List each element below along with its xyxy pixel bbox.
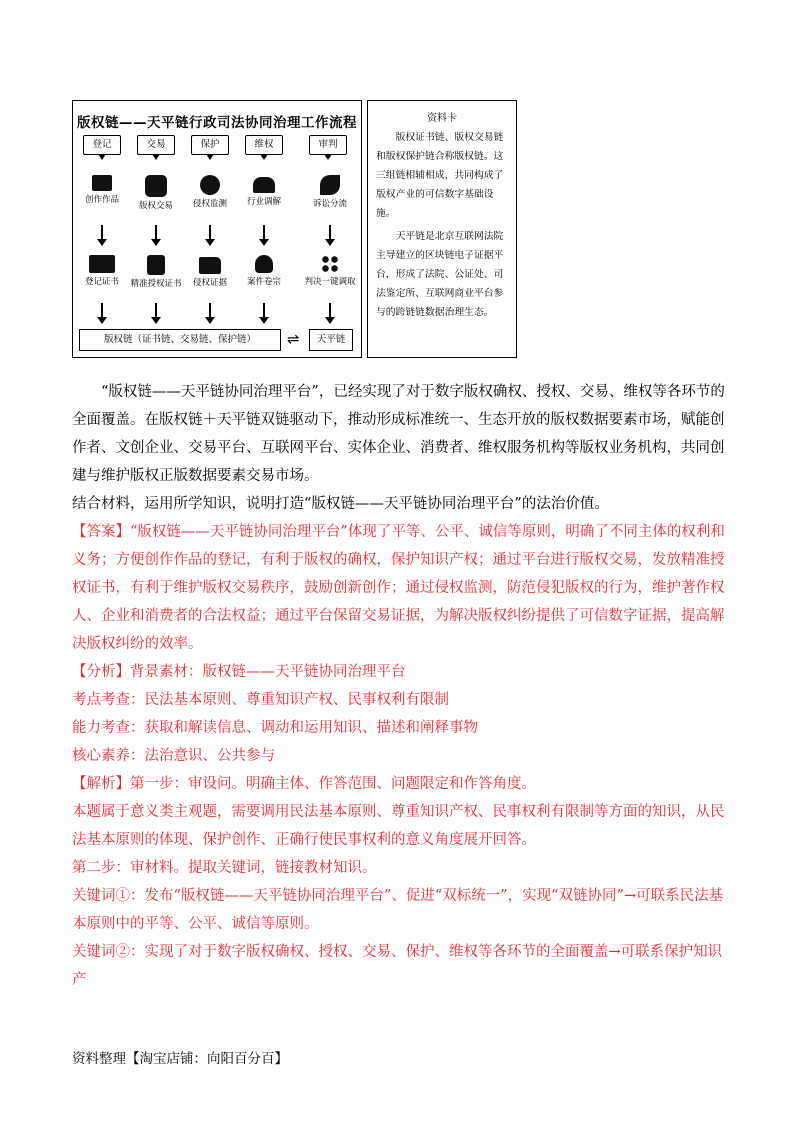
keyword-two: 关键词②：实现了对于数字版权确权、授权、交易、保护、维权等各环节的全面覆盖→可联系保护知识产 bbox=[72, 944, 723, 988]
arrow-down bbox=[209, 225, 211, 241]
row1-col4: 行业调解 bbox=[235, 177, 293, 208]
info-card bbox=[367, 100, 517, 358]
certificate-icon bbox=[147, 255, 165, 275]
arrow-down bbox=[329, 303, 331, 319]
arrow-down bbox=[209, 303, 211, 319]
stage-trade: 交易 bbox=[137, 135, 175, 155]
row1-col2: 版权交易 bbox=[127, 175, 185, 212]
bidirectional-arrow-icon: ⇌ bbox=[287, 330, 300, 348]
core-literacy: 核心素养：法治意识、公共参与 bbox=[72, 748, 275, 764]
row2-col2: 精准授权证书 bbox=[127, 255, 185, 290]
search-icon bbox=[200, 175, 220, 195]
arrow-down bbox=[155, 225, 157, 241]
answer: 【答案】“版权链——天平链协同治理平台”体现了平等、公平、诚信等原则，明确了不同主体的权利和义务；方便创作作品的登记，有利于版权的确权，保护知识产权；通过平台进行版权交易，发放精准授权证书，有利于维护版权交易秩序，鼓励创新创作；通过侵权监测，防范侵犯版权的行为，维护著作权人、企业和消费者的合法权益；通过平台保留交易证据，为解决版权纠纷提供了可信数字证据，提高解决版权纠纷的效率。 bbox=[72, 524, 725, 652]
document-box-icon bbox=[145, 175, 167, 197]
ability-points: 能力考查：获取和解读信息、调动和运用知识、描述和阐释事物 bbox=[72, 720, 478, 736]
folder-icon bbox=[199, 257, 221, 274]
explanation-tag: 【解析】 bbox=[72, 776, 130, 792]
figure-title: 版权链——天平链行政司法协同治理工作流程 bbox=[77, 115, 357, 131]
arrow-down bbox=[155, 303, 157, 319]
dots-icon bbox=[321, 255, 339, 273]
tianping-chain-box: 天平链 bbox=[309, 329, 353, 351]
card-paragraph: 天平链是北京互联网法院主导建立的区块链电子证据平台，形成了法院、公证处、司法鉴定所、互联网商业平台参与的跨链链数据治理生态。 bbox=[376, 231, 504, 318]
arrow-down bbox=[263, 303, 265, 319]
keyword-one: 关键词①：发布“版权链——天平链协同治理平台”、促进“双标统一”，实现“双链协同”→可联系民法基本原则中的平等、公平、诚信等原则。 bbox=[72, 888, 724, 932]
material-text bbox=[72, 378, 728, 994]
step-two: 第二步：审材料。提取关键词，链接教材知识。 bbox=[72, 860, 377, 876]
row1-col1: 创作作品 bbox=[73, 175, 131, 206]
arrow-down bbox=[263, 225, 265, 241]
row2-col1: 登记证书 bbox=[73, 255, 131, 288]
flowchart-figure bbox=[72, 100, 362, 358]
material-paragraph: “版权链——天平链协同治理平台”，已经实现了对于数字版权确权、授权、交易、维权等各环节的全面覆盖。在版权链＋天平链双链驱动下，推动形成标准统一、生态开放的版权数据要素市场，赋能创作者、文创企业、交易平台、互联网平台、实体企业、消费者、维权服务机构等版权业务机构，共同创建与维护版权正版数据要素交易市场。 bbox=[72, 384, 725, 484]
question: 结合材料，运用所学知识，说明打造“版权链——天平链协同治理平台”的法治价值。 bbox=[72, 496, 609, 512]
explanation: 【解析】第一步：审设问。明确主体、作答范围、问题限定和作答角度。 bbox=[72, 776, 536, 792]
stage-defend: 维权 bbox=[245, 135, 283, 155]
explanation-detail: 本题属于意义类主观题，需要调用民法基本原则、尊重知识产权、民事权利有限制等方面的知识，从民法基本原则的体现、保护创作、正确行使民事权利的意义角度展开回答。 bbox=[72, 804, 725, 848]
stage-row bbox=[79, 135, 355, 159]
stage-protect: 保护 bbox=[191, 135, 229, 155]
stage-trial: 审判 bbox=[309, 135, 347, 155]
row1-col3: 侵权监测 bbox=[181, 175, 239, 210]
stage-register: 登记 bbox=[83, 135, 121, 155]
row1-col5: 诉讼分流 bbox=[301, 175, 359, 210]
card-paragraph: 版权证书链、版权交易链和版权保护链合称版权链。这三组链相辅相成，共同构成了版权产业的可信数字基础设施。 bbox=[376, 132, 504, 219]
arrow-down bbox=[101, 303, 103, 319]
row2-col4: 案件卷宗 bbox=[235, 255, 293, 288]
row2-col3: 侵权证据 bbox=[181, 257, 239, 289]
arrow-down bbox=[329, 225, 331, 241]
analysis: 【分析】背景素材：版权链——天平链协同治理平台 bbox=[72, 664, 406, 680]
tv-icon bbox=[89, 255, 115, 273]
card-title: 资料卡 bbox=[427, 113, 457, 124]
analysis-tag: 【分析】 bbox=[72, 664, 130, 680]
monitor-icon bbox=[92, 175, 112, 191]
exam-points: 考点考查：民法基本原则、尊重知识产权、民事权利有限制 bbox=[72, 692, 449, 708]
row2-col5: 判决一键调取 bbox=[301, 255, 359, 288]
answer-tag: 【答案】 bbox=[72, 524, 130, 540]
flower-icon bbox=[320, 175, 340, 195]
page-footer: 资料整理【淘宝店铺：向阳百分百】 bbox=[72, 1051, 288, 1067]
people-icon bbox=[253, 177, 275, 193]
case-file-icon bbox=[255, 255, 273, 273]
copyright-chain-box: 版权链（证书链、交易链、保护链） bbox=[79, 329, 281, 351]
arrow-down bbox=[101, 225, 103, 241]
